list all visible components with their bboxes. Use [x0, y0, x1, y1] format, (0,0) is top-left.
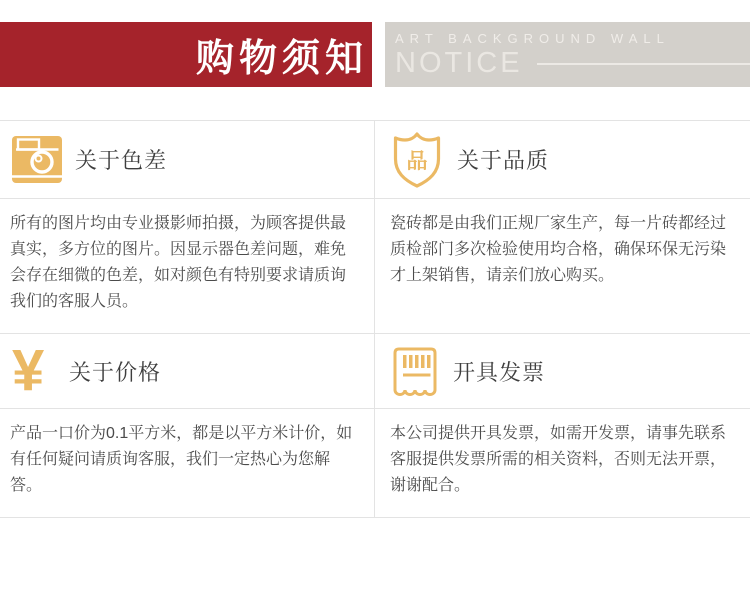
- section-color-difference-header: [0, 121, 375, 199]
- section-text: 所有的图片均由专业摄影师拍摄，为顾客提供最真实，多方位的图片。因显示器色差问题，难免会存在细微的色差，如对颜色有特别要求请质询我们的客服人员。: [10, 215, 347, 310]
- section-invoice-header: [375, 334, 750, 409]
- section-quality-header: [375, 121, 750, 199]
- notice-rule-line: [537, 63, 750, 65]
- page-banner: [0, 22, 750, 87]
- section-title: 开具发票: [453, 359, 546, 385]
- banner-divider-gap: [372, 22, 385, 87]
- section-title: 关于品质: [457, 148, 550, 173]
- section-color-difference-body: [0, 199, 375, 334]
- section-quality-body: [375, 199, 750, 334]
- notice-row: [395, 49, 750, 78]
- shopping-notice-grid: [0, 120, 750, 518]
- section-price-header: [0, 334, 375, 409]
- shield-character: 品: [406, 149, 428, 173]
- banner-subtitle: ART BACKGROUND WALL: [395, 31, 670, 46]
- camera-icon: [12, 136, 62, 183]
- banner-notice-label: NOTICE: [395, 47, 523, 79]
- section-text: 本公司提供开具发票，如需开发票，请事先联系客服提供发票所需的相关资料，否则无法开票，谢谢配合。: [390, 425, 727, 494]
- section-text: 产品一口价为0.1平方米，都是以平方米计价，如有任何疑问请质询客服，我们一定热心为您解答。: [10, 425, 353, 494]
- quality-shield-icon: [390, 131, 444, 189]
- section-invoice-body: [375, 409, 750, 518]
- yuan-price-icon: ¥: [12, 338, 45, 403]
- invoice-receipt-icon: [390, 346, 440, 396]
- page-title: 购物须知: [195, 38, 368, 80]
- section-title: 关于价格: [69, 359, 162, 385]
- banner-subtitle-block: [385, 22, 750, 87]
- section-price-body: [0, 409, 375, 518]
- banner-title-block: [0, 22, 372, 87]
- section-title: 关于色差: [75, 148, 168, 173]
- section-text: 瓷砖都是由我们正规厂家生产，每一片砖都经过质检部门多次检验使用均合格，确保环保无污染才上架销售，请亲们放心购买。: [390, 215, 727, 284]
